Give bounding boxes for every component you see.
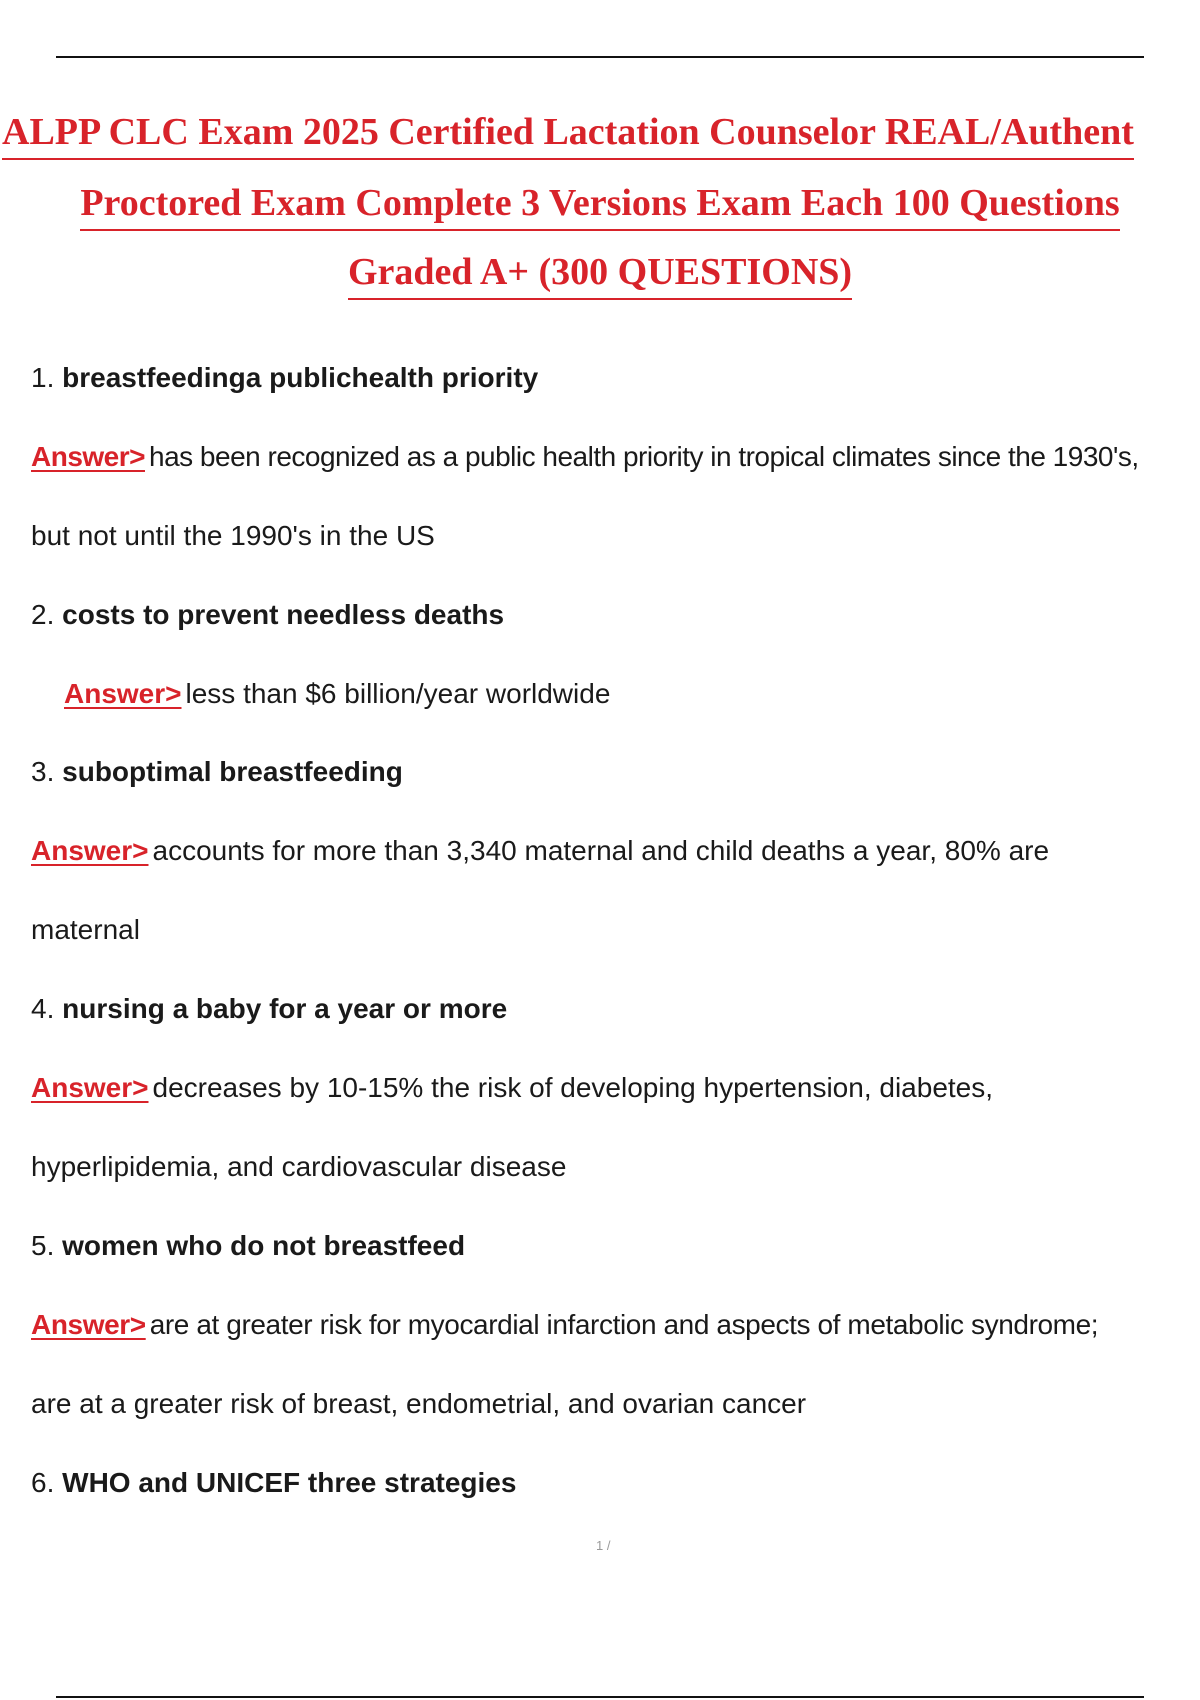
answer-text: decreases by 10-15% the risk of developing hypertension, diabetes,	[152, 1072, 994, 1103]
title-line-3	[0, 248, 1200, 300]
answer-text: hyperlipidemia, and cardiovascular disease	[31, 1151, 567, 1182]
answer-4-line-1	[31, 1070, 993, 1106]
question-text: women who do not breastfeed	[62, 1230, 466, 1261]
title-text-1: ALPP CLC Exam 2025 Certified Lactation Counselor REAL/Authent	[2, 108, 1134, 160]
answer-label: Answer>	[31, 835, 149, 866]
top-rule	[56, 56, 1144, 58]
answer-text: maternal	[31, 914, 140, 945]
answer-2-line-1	[64, 676, 610, 712]
question-text: breastfeedinga publichealth priority	[62, 362, 539, 393]
answer-3-line-2	[31, 912, 140, 948]
question-text: costs to prevent needless deaths	[62, 599, 505, 630]
title-text-2: Proctored Exam Complete 3 Versions Exam Each 100 Questions	[80, 179, 1119, 231]
question-number: 2.	[31, 599, 55, 630]
answer-text: accounts for more than 3,340 maternal and child deaths a year, 80% are	[152, 835, 1050, 866]
answer-label: Answer>	[64, 678, 182, 709]
answer-text: but not until the 1990's in the US	[31, 520, 435, 551]
page-marker: 1 /	[596, 1538, 611, 1553]
answer-text: are at a greater risk of breast, endometrial, and ovarian cancer	[31, 1388, 807, 1419]
answer-label: Answer>	[31, 1309, 146, 1340]
question-3	[31, 754, 403, 790]
answer-1-line-1	[31, 439, 1139, 475]
answer-5-line-2	[31, 1386, 806, 1422]
answer-label: Answer>	[31, 1072, 149, 1103]
question-number: 3.	[31, 756, 55, 787]
answer-label: Answer>	[31, 441, 145, 472]
bottom-rule	[56, 1696, 1144, 1698]
question-number: 6.	[31, 1467, 55, 1498]
question-number: 4.	[31, 993, 55, 1024]
answer-3-line-1	[31, 833, 1049, 869]
question-number: 1.	[31, 362, 55, 393]
answer-4-line-2	[31, 1149, 566, 1185]
answer-1-line-2	[31, 518, 435, 554]
question-number: 5.	[31, 1230, 55, 1261]
answer-5-line-1	[31, 1307, 1098, 1343]
question-1	[31, 360, 538, 396]
answer-text: are at greater risk for myocardial infarction and aspects of metabolic syndrome;	[149, 1309, 1099, 1340]
question-2	[31, 597, 504, 633]
question-text: nursing a baby for a year or more	[62, 993, 508, 1024]
answer-text: less than $6 billion/year worldwide	[185, 678, 611, 709]
title-line-1	[0, 108, 1200, 160]
answer-text: has been recognized as a public health priority in tropical climates since the 1930's,	[149, 441, 1139, 472]
question-text: WHO and UNICEF three strategies	[62, 1467, 517, 1498]
question-4	[31, 991, 507, 1027]
title-text-3: Graded A+ (300 QUESTIONS)	[348, 248, 852, 300]
question-text: suboptimal breastfeeding	[62, 756, 403, 787]
question-5	[31, 1228, 465, 1264]
title-line-2	[0, 179, 1200, 231]
question-6	[31, 1465, 516, 1501]
